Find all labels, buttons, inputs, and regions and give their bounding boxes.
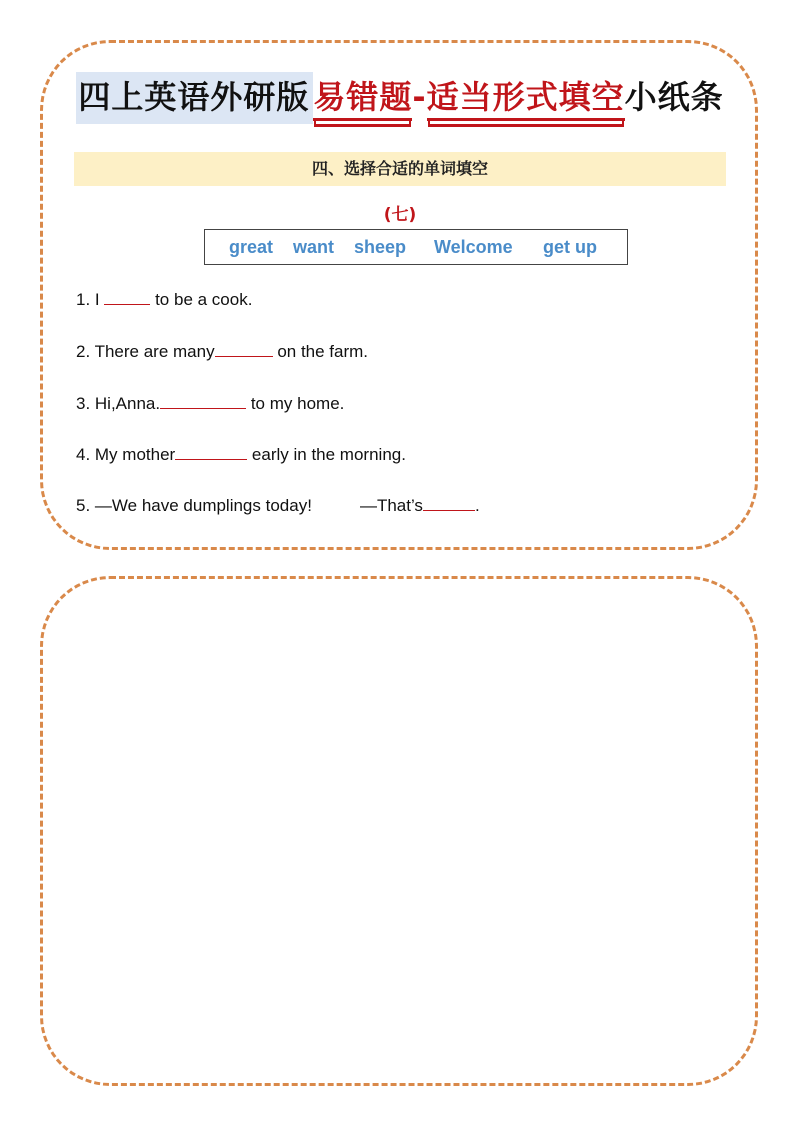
question-text: to be a cook. [150, 290, 253, 309]
question-text: on the farm. [272, 342, 369, 361]
question-2 [76, 342, 368, 362]
question-3 [76, 394, 344, 414]
title-part-topic: 适当形式填空 [427, 78, 625, 121]
question-text: 4. My mother [76, 445, 176, 464]
title-part-dash: - [412, 78, 427, 116]
question-text: early in the morning. [247, 445, 406, 464]
question-text: 1. I [76, 290, 105, 309]
question-text: 5. —We have dumplings today! [76, 496, 312, 515]
answer-blank[interactable] [160, 394, 246, 409]
question-1 [76, 290, 252, 310]
question-text: —That’s [359, 496, 423, 515]
page-title [0, 72, 800, 118]
answer-blank[interactable] [104, 290, 150, 305]
answer-blank[interactable] [423, 496, 475, 511]
answer-blank[interactable] [175, 445, 247, 460]
word-bank [204, 229, 628, 265]
word-bank-item: Welcome [434, 237, 513, 257]
title-part-error: 易错题 [313, 78, 412, 121]
worksheet-card-bottom [40, 576, 758, 1086]
section-heading: 四、选择合适的单词填空 [74, 152, 726, 186]
word-bank-item: get up [543, 237, 597, 257]
word-bank-item: sheep [354, 237, 407, 257]
title-part-grade: 四上英语外研版 [76, 72, 313, 124]
question-4 [76, 445, 406, 465]
word-bank-item: great [229, 237, 274, 257]
question-text: to my home. [246, 394, 345, 413]
question-text: 2. There are many [76, 342, 215, 361]
word-bank-item: want [293, 237, 335, 257]
question-text: 3. Hi,Anna. [76, 394, 161, 413]
section-subheading: (七) [383, 205, 417, 225]
question-text: . [474, 496, 480, 515]
title-part-note: 小纸条 [624, 78, 724, 116]
question-5 [76, 496, 480, 516]
answer-blank[interactable] [215, 342, 273, 357]
